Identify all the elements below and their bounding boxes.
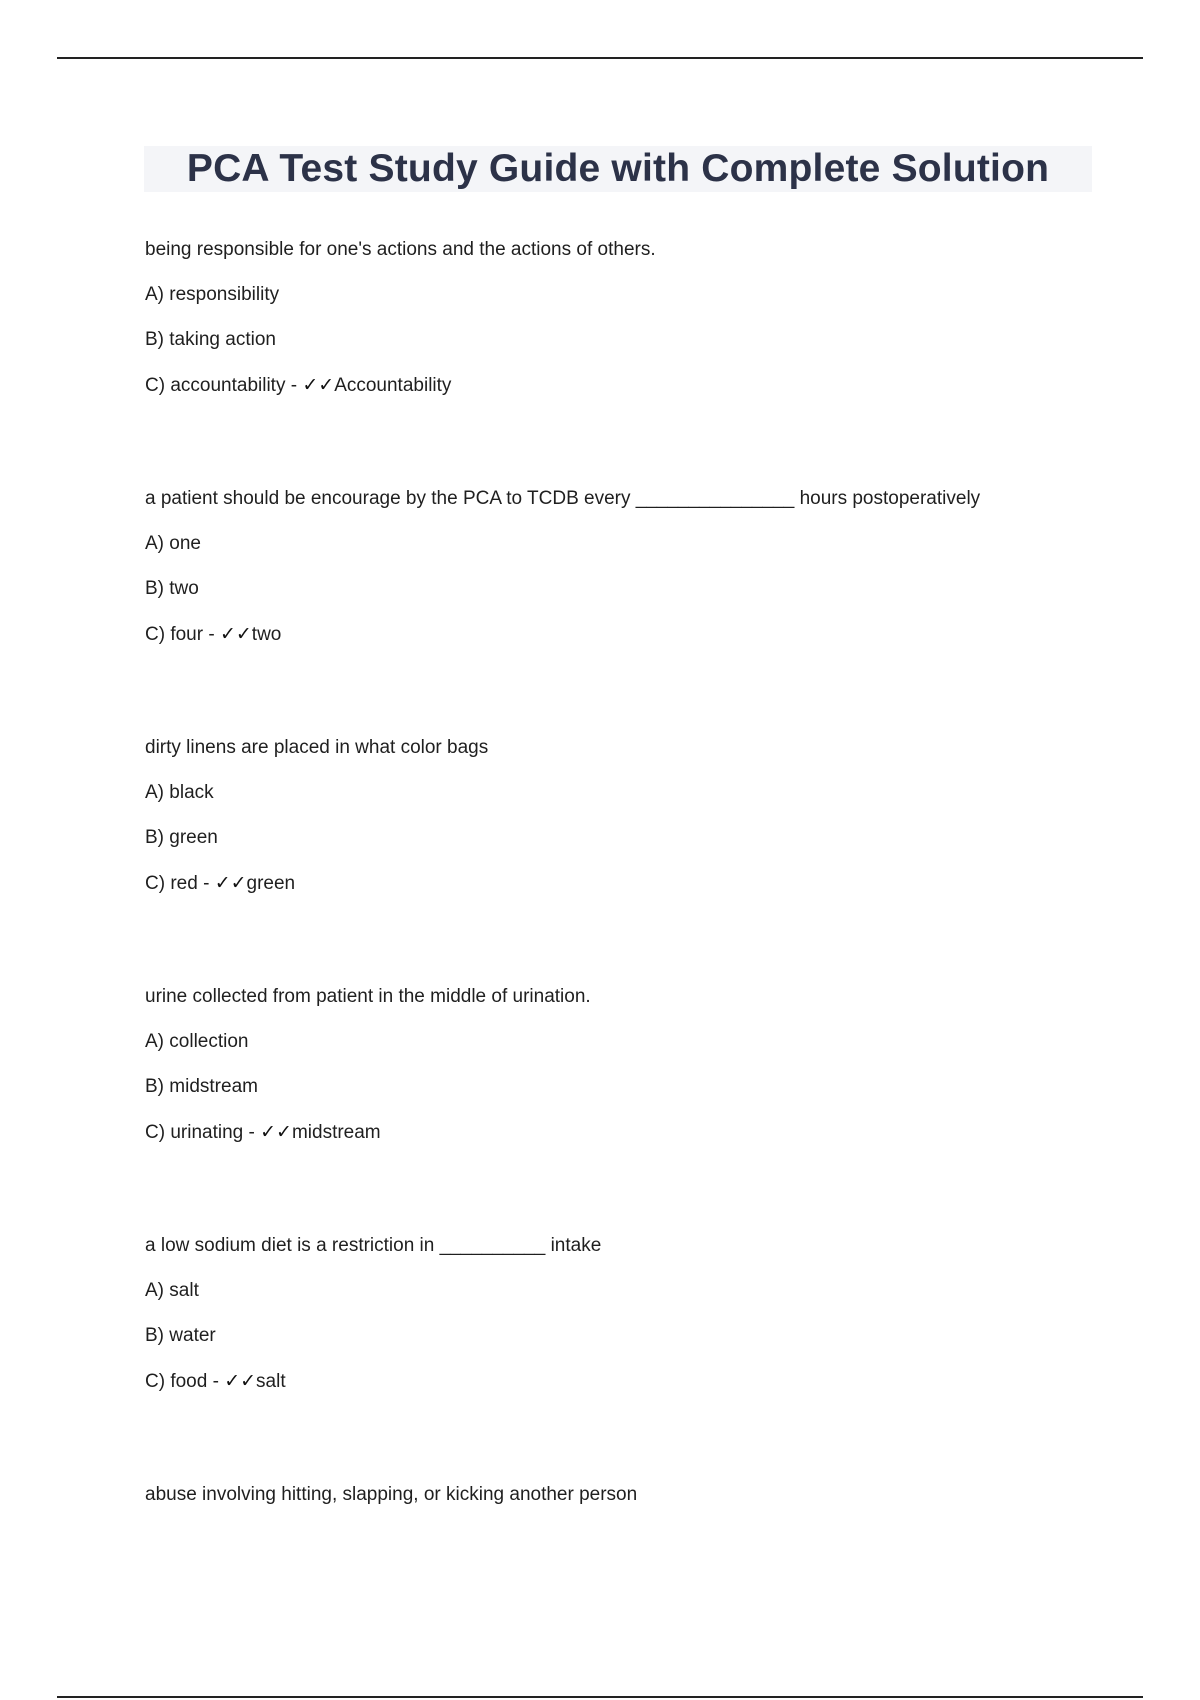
question-5 bbox=[145, 1232, 1105, 1395]
question-prompt: dirty linens are placed in what color bags bbox=[145, 737, 489, 758]
correct-answer: midstream bbox=[291, 1122, 381, 1143]
question-prompt: a low sodium diet is a restriction in __________ intake bbox=[145, 1235, 602, 1256]
question-prompt: urine collected from patient in the middle of urination. bbox=[145, 986, 591, 1007]
option-c-label: C) red - bbox=[145, 873, 215, 894]
option-c-label: C) accountability - bbox=[145, 375, 303, 396]
option-c-label: C) four - bbox=[145, 624, 220, 645]
option-c bbox=[145, 621, 1105, 648]
correct-answer: Accountability bbox=[334, 375, 452, 396]
option-a: A) salt bbox=[145, 1280, 199, 1301]
option-c bbox=[145, 1368, 1105, 1395]
option-c bbox=[145, 372, 1105, 399]
option-b: B) midstream bbox=[145, 1076, 258, 1097]
question-6 bbox=[145, 1481, 1105, 1509]
option-a: A) one bbox=[145, 533, 201, 554]
question-prompt: a patient should be encourage by the PCA to TCDB every _______________ hours postoperatively bbox=[145, 488, 981, 509]
question-list bbox=[145, 236, 1105, 1595]
option-c bbox=[145, 1119, 1105, 1146]
double-check-icon: ✓✓ bbox=[302, 374, 335, 396]
footer-rule bbox=[57, 1696, 1143, 1698]
option-a: A) responsibility bbox=[145, 284, 280, 305]
question-1 bbox=[145, 236, 1105, 399]
double-check-icon: ✓✓ bbox=[224, 1370, 257, 1392]
correct-answer: green bbox=[246, 873, 296, 894]
option-b: B) two bbox=[145, 578, 199, 599]
option-b: B) taking action bbox=[145, 329, 276, 350]
option-c-label: C) urinating - bbox=[145, 1122, 261, 1143]
option-b: B) green bbox=[145, 827, 218, 848]
option-a: A) black bbox=[145, 782, 214, 803]
option-a: A) collection bbox=[145, 1031, 249, 1052]
question-prompt: being responsible for one's actions and the actions of others. bbox=[145, 239, 656, 260]
double-check-icon: ✓✓ bbox=[214, 872, 247, 894]
option-c-label: C) food - bbox=[145, 1371, 225, 1392]
correct-answer: two bbox=[251, 624, 282, 645]
question-4 bbox=[145, 983, 1105, 1146]
option-b: B) water bbox=[145, 1325, 216, 1346]
title-banner bbox=[144, 146, 1092, 192]
question-3 bbox=[145, 734, 1105, 897]
correct-answer: salt bbox=[256, 1371, 286, 1392]
question-2 bbox=[145, 485, 1105, 648]
double-check-icon: ✓✓ bbox=[260, 1121, 292, 1143]
document-title: PCA Test Study Guide with Complete Solution bbox=[186, 147, 1050, 190]
header-rule bbox=[57, 57, 1143, 59]
double-check-icon: ✓✓ bbox=[219, 623, 252, 645]
question-prompt: abuse involving hitting, slapping, or kicking another person bbox=[145, 1484, 638, 1505]
option-c bbox=[145, 870, 1105, 897]
